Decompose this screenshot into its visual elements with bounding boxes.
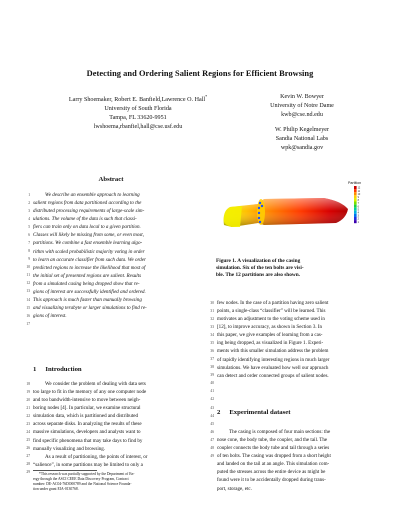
body-line: puted the stresses across the entire device as might be [217,469,326,476]
casing-image [206,167,366,257]
legend-tick-label: 8 [357,199,359,203]
line-number: 19 [26,389,30,394]
legend-swatch [354,186,357,189]
line-number: 5 [28,224,30,229]
section-number: 2 [217,409,221,416]
body-line: and landed on the tail at an angle. This simulation com- [217,461,330,468]
body-line: ing being dropped, as visualized in Figure 1. Experi- [217,340,324,347]
line-number: 18 [26,381,30,386]
line-number: 42 [210,397,214,402]
line-number: 41 [210,389,214,394]
abstract-heading: Abstract [98,176,124,183]
section-title: Introduction [45,366,82,373]
line-number: 33 [210,324,214,329]
line-number: 9 [28,257,30,262]
line-number: 36 [210,348,214,353]
line-number: 35 [210,340,214,345]
abstract-line: and visualizing terabyte or larger simulations to find re- [33,305,147,312]
body-line: can detect and order connected groups of salient nodes. [217,372,329,379]
body-line: of ten bolts. The casing was dropped from a short height [217,453,331,460]
legend-tick-label: 2 [357,217,359,221]
body-line: [12], to improve accuracy, as shown in Section 3. In [217,324,323,331]
line-number: 27 [26,454,30,459]
abstract-line: distributed processing requirements of large-scale sim- [33,208,145,215]
line-number: 16 [26,313,30,318]
author-email: kwb@cse.nd.edu [281,111,323,118]
line-number: 29 [26,470,30,475]
line-number: 40 [210,381,214,386]
legend-swatch [354,217,357,220]
line-number: 46 [210,429,214,434]
author-affiliation: University of South Florida [104,105,172,112]
body-line: across separate disks. In analyzing the results of these [33,421,142,428]
body-line: The casing is composed of four main sections: the [229,429,331,435]
introduction-text [33,380,197,469]
line-number: 4 [28,216,30,221]
line-number: 17 [26,321,30,326]
body-line: We consider the problem of dealing with data sets [45,381,146,387]
legend-tick-label: 3 [357,214,359,218]
legend-tick-label: 4 [357,211,359,215]
author-names: Larry Shoemaker, Robert E. Banfield,Lawrence O. Hall* [68,94,208,104]
legend-swatch [354,208,357,211]
caption-line: Figure 1. A visualization of the casing [216,258,301,264]
line-number: 37 [210,357,214,362]
author-email: wpk@sandia.gov [280,144,324,151]
line-number: 14 [26,297,30,302]
line-number: 39 [210,373,214,378]
legend-swatch [354,202,357,205]
body-line: simulations. We have evaluated how well our approach [217,364,329,371]
footnote [33,472,197,492]
line-number: 15 [26,305,30,310]
line-number: 44 [210,413,214,418]
abstract-line: to learn an accurate classifier from such data. We order [33,256,146,263]
line-number: 13 [26,289,30,294]
abstract-text [33,191,197,320]
body-line: find specific phenomena that may take days to find by [33,437,143,444]
line-number: 8 [28,249,30,254]
line-number: 21 [26,405,30,410]
caption-line: ble. The 12 partitions are also shown. [216,272,300,279]
section-number: 1 [33,366,37,373]
legend-swatch [354,211,357,214]
line-number: 1 [28,192,30,197]
caption-line: simulation. Six of the ten bolts are visi- [216,265,304,272]
legend-swatch [354,195,357,198]
section-heading-experimental-dataset [217,409,290,416]
footnote-rule [33,470,97,471]
line-number: 3 [28,208,30,213]
section-title: Experimental dataset [229,409,291,416]
abstract-line: gions of interest are successfully identified and ordered. [33,288,146,295]
line-number: 48 [210,445,214,450]
line-number: 7 [28,240,30,245]
paper-title: Detecting and Ordering Salient Regions for Efficient Browsing [86,69,314,78]
legend-tick-label: 7 [357,202,359,206]
abstract-line: from a simulated casing being dropped show that re- [33,280,140,287]
line-number: 32 [210,316,214,321]
partition-legend [354,186,361,224]
figure-caption [216,258,366,280]
legend-swatch [354,205,357,208]
body-line: manually visualizing and browsing. [33,445,106,452]
legend-tick-label: 6 [357,205,359,209]
abstract-line: rithm with scaled probabilistic majority voting in order [33,248,145,255]
legend-swatch [354,192,357,195]
abstract-line: predicted regions to increase the likelihood that most of [33,264,146,271]
line-number: 6 [28,232,30,237]
abstract-line: fiers can train only on data local to a given partition. [33,224,141,231]
body-line: points, a single-class “classifier” will be learned. This [217,308,326,315]
line-number: 26 [26,446,30,451]
body-line: simulation data, which is partitioned and distributed [33,413,138,420]
author-affiliation: Sandia National Labs [275,135,329,142]
body-line: this paper, we give examples of learning from a cas- [217,332,323,339]
footnote-line: number: DE-AC04-76DO00789 and the National Science Founda- [33,482,132,487]
abstract-line: This approach is much faster than manually browsing [33,297,142,304]
legend-tick-label: 5 [357,208,359,212]
body-line: too large to fit in the memory of any one computer node [33,389,147,396]
body-line: few nodes. In the case of a partition having zero salient [217,300,329,306]
body-line: found were it to be accidentally dropped during trans- [217,477,326,484]
line-number: 20 [26,397,30,402]
footnote-line: *This research was partially supported by the Department of En- [39,472,135,476]
legend-swatch [354,214,357,217]
line-number: 12 [26,281,30,286]
line-number: 43 [210,405,214,410]
line-number: 45 [210,421,214,426]
line-number: 22 [26,413,30,418]
line-number: 47 [210,437,214,442]
body-line: “salience”, in some partitions may be limited to only a [33,461,143,468]
line-number: 30 [210,300,214,305]
abstract-line: ulations. The volume of the data is such that classi- [33,216,137,223]
line-number: 34 [210,332,214,337]
body-line: and too bandwidth-intensive to move between neigh- [33,397,141,404]
legend-swatch [354,198,357,201]
line-number: 25 [26,438,30,443]
author-address: Tampa, FL 33620-9951 [109,114,167,121]
body-line: of rapidly identifying interesting regions in much larger [217,356,330,363]
line-number: 23 [26,421,30,426]
legend-tick-label: 11 [357,189,361,193]
experimental-dataset-text [217,428,367,493]
legend-swatch [354,189,357,192]
footnote-line: ergy through the ASCI CEEE Data Discovery Program, Contract [33,477,129,482]
body-line: ments with this smaller simulation address the problem [217,348,329,355]
section-heading-introduction [33,366,82,373]
line-number: 49 [210,454,214,459]
author-name: W. Philip Kegelmeyer [274,126,330,133]
figure-casing-visualization [206,167,366,257]
line-number: 28 [26,462,30,467]
line-number: 2 [28,200,30,205]
abstract-line: the initial set of presented regions are salient. Results [33,272,142,279]
legend-title: Partition [348,181,362,185]
author-affiliation: University of Notre Dame [270,102,334,109]
line-number: 38 [210,365,214,370]
abstract-line: salient regions from data partitioned according to the [33,200,142,207]
body-line: coupler connects the body tube and tail through a series [217,445,330,452]
legend-tick-label: 10 [357,192,361,196]
footnote-line: tion under grant EIA-0130768. [33,487,79,492]
abstract-line: partitions. We combine a fast ensemble learning algo- [33,240,143,247]
body-line: nose cone, the body tube, the coupler, and the tail. The [217,437,328,444]
abstract-line: We describe an ensemble approach to learning [45,192,140,198]
body-line: port, storage, etc. [217,485,252,492]
body-line: massive simulations, developers and analysts want to [33,429,141,436]
body-line: motivates an adjustment to the voting scheme used in [217,316,325,323]
body-line: boring nodes [4]. In particular, we examine structural [33,405,141,412]
legend-swatch [354,220,357,223]
author-block-right [240,93,364,152]
author-email: lwshoema,rbanfiel,hall@cse.usf.edu [93,123,183,130]
line-number: 31 [210,308,214,313]
line-number: 24 [26,429,30,434]
body-line: As a result of partitioning, the points of interest, or [45,453,148,460]
right-column-text [217,299,367,380]
legend-tick-label: 12 [357,186,361,190]
footnote-mark: * [205,94,208,99]
legend-tick-label: 9 [357,196,359,199]
abstract-line: gions of interest. [33,313,67,320]
author-name: Kevin W. Bowyer [280,94,324,100]
author-block-left [50,93,226,132]
line-number: 10 [26,265,30,270]
line-number: 11 [26,273,30,278]
casing-tail [224,206,242,227]
legend-tick-label: 1 [357,220,359,224]
abstract-line: Classes will likely be missing from some, or even most, [33,232,144,239]
